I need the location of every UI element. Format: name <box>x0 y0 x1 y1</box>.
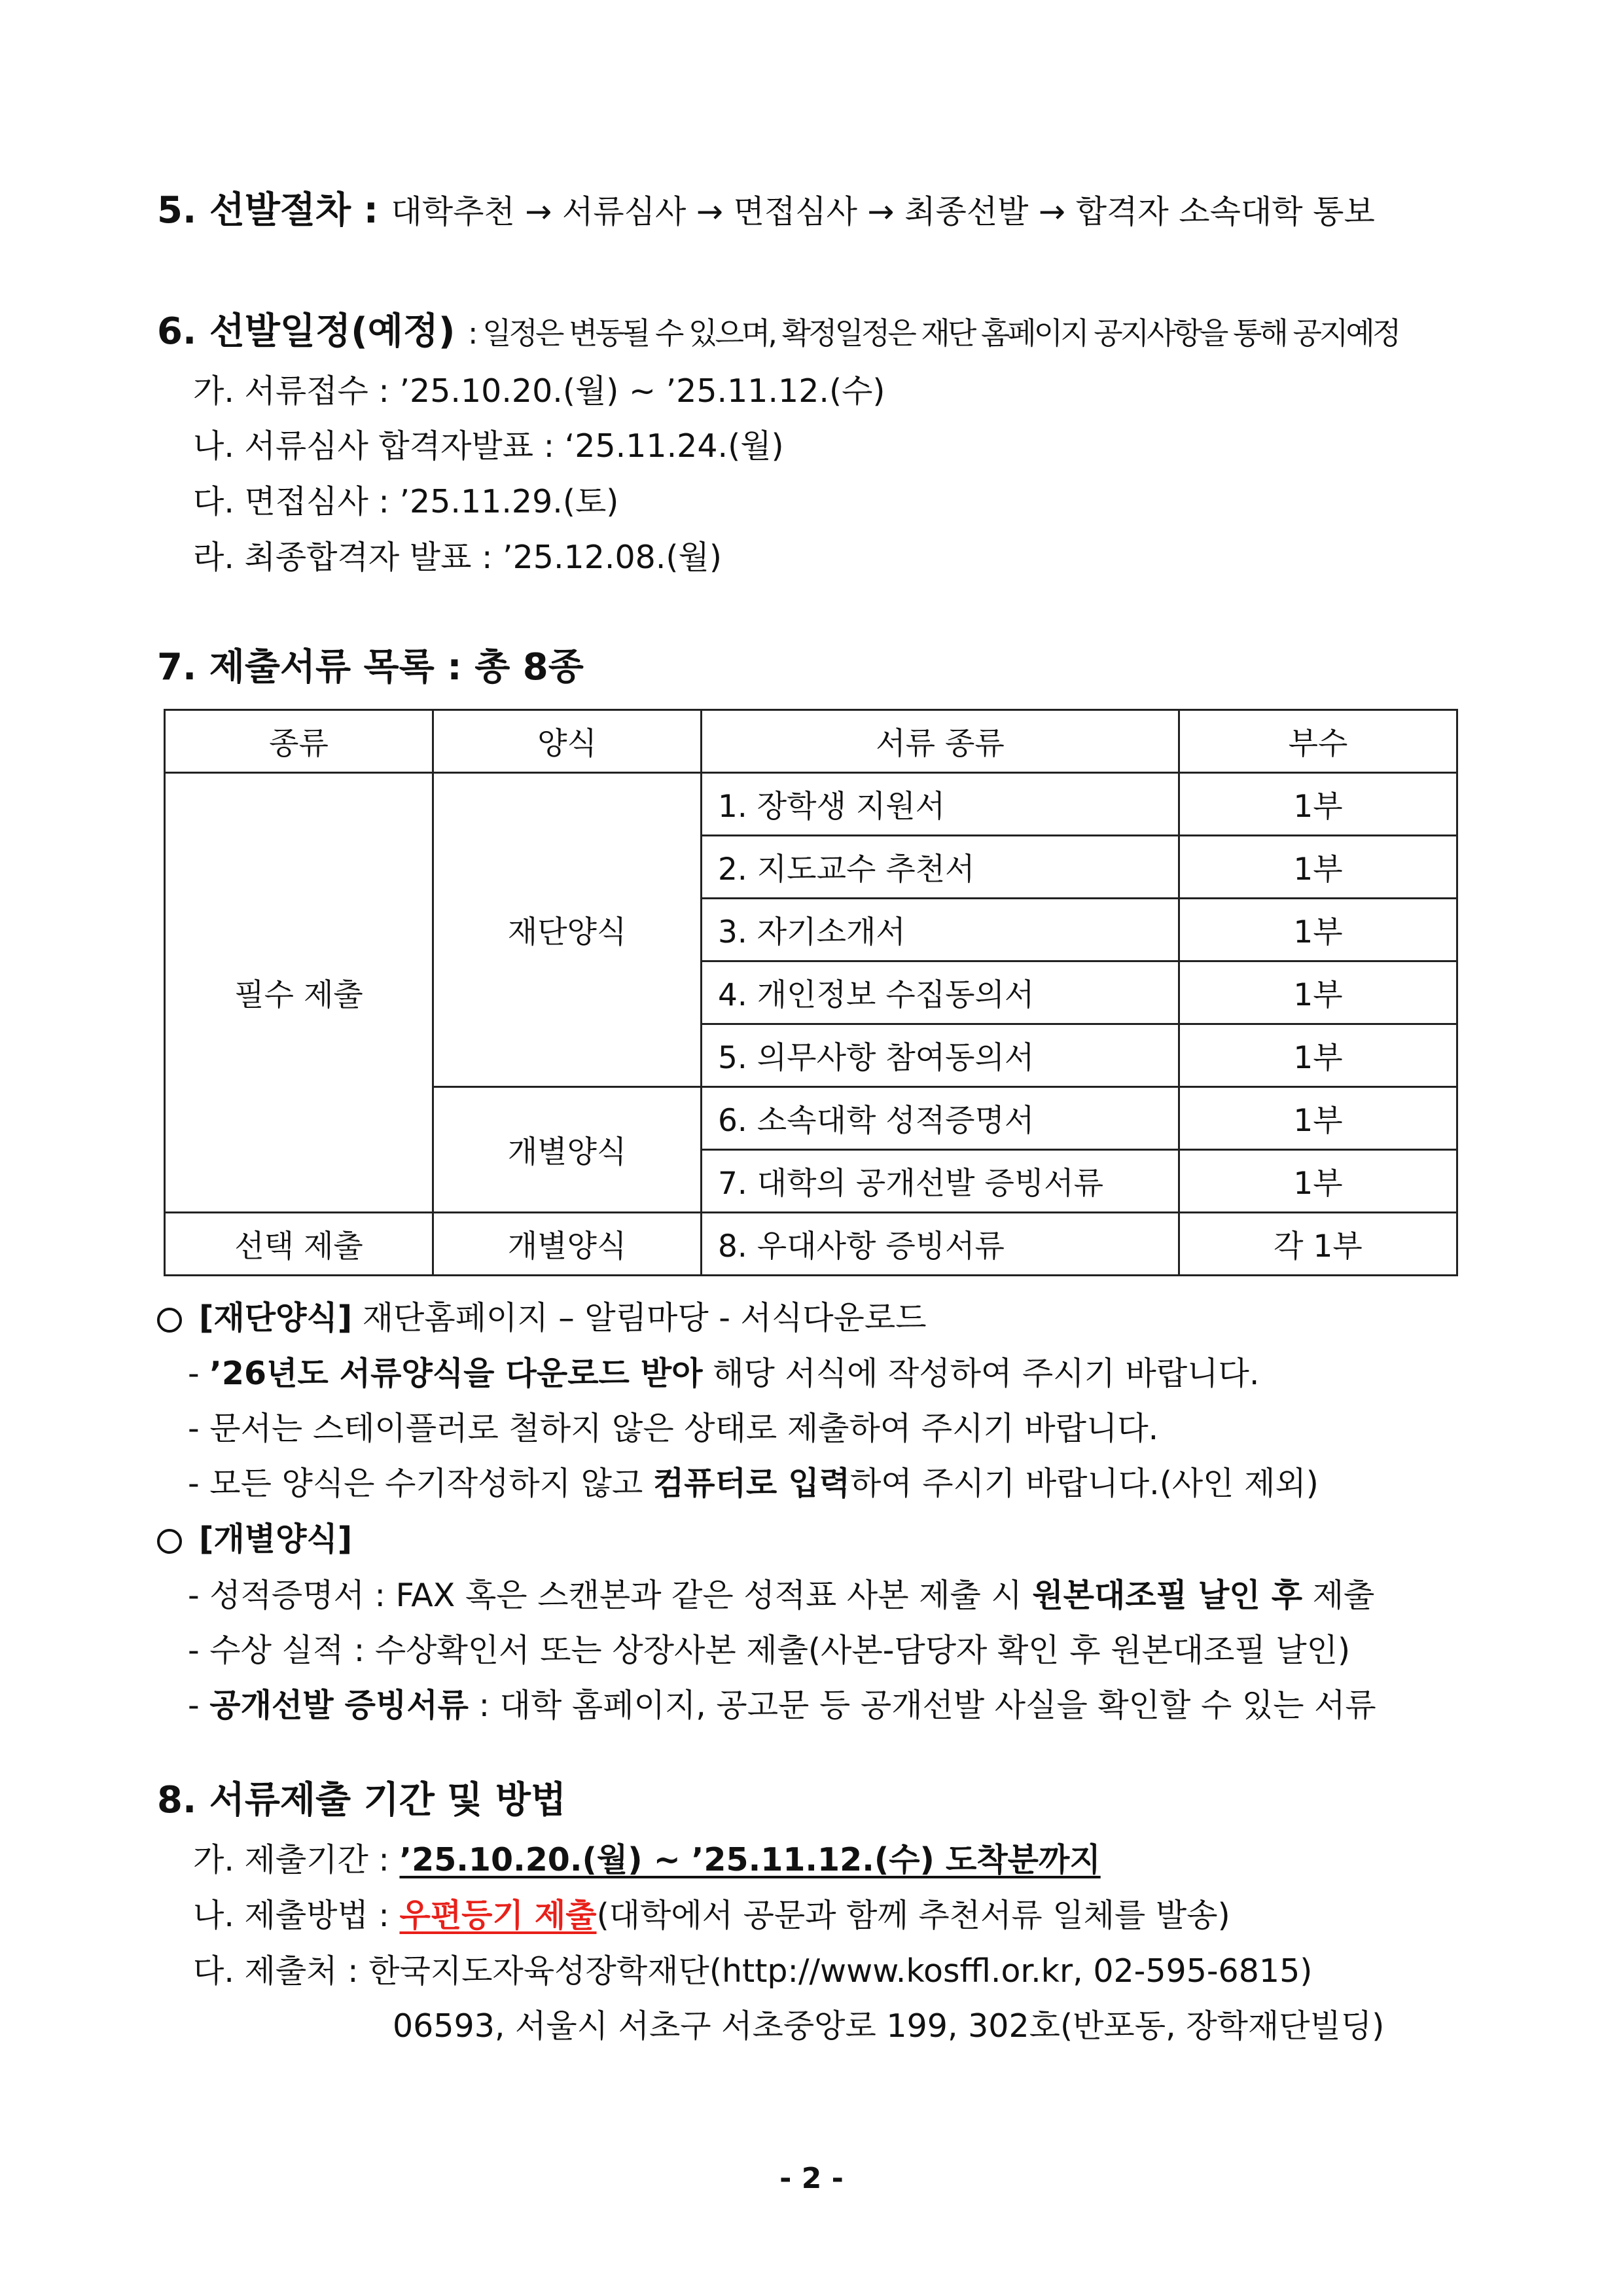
page-number: - 2 - <box>779 2162 844 2195</box>
section5-text: 대학추천 → 서류심사 → 면접심사 → 최종선발 → 합격자 소속대학 통보 <box>391 193 1375 230</box>
doc-count: 1부 <box>1179 1024 1457 1087</box>
submit-method-label: 나. 제출방법 : <box>193 1897 400 1934</box>
schedule-item: 다. 면접심사 : ’25.11.29.(토) <box>193 483 619 520</box>
form-individual-optional: 개별양식 <box>433 1213 702 1276</box>
doc-count: 1부 <box>1179 773 1457 836</box>
submit-method-rest: (대학에서 공문과 함께 추천서류 일체를 발송) <box>596 1897 1230 1934</box>
doc-count: 1부 <box>1179 961 1457 1024</box>
section5-heading <box>157 191 1375 232</box>
table-row <box>165 773 1457 836</box>
header-category: 종류 <box>165 710 433 773</box>
doc-name: 7. 대학의 공개선발 증빙서류 <box>702 1150 1179 1213</box>
note-text: 문서는 스테이플러로 철하지 않은 상태로 제출하여 주시기 바랍니다. <box>209 1410 1159 1447</box>
submit-period-value: ’25.10.20.(월) ~ ’25.11.12.(수) 도착분까지 <box>399 1841 1101 1878</box>
submit-destination-label: 다. 제출처 : <box>193 1952 369 1990</box>
schedule-item: 라. 최종합격자 발표 : ’25.12.08.(월) <box>193 539 722 576</box>
doc-name: 6. 소속대학 성적증명서 <box>702 1087 1179 1150</box>
note-bold: 원본대조필 날인 후 <box>1032 1577 1303 1614</box>
note-bold: 컴퓨터로 입력 <box>652 1465 850 1502</box>
doc-name: 5. 의무사항 참여동의서 <box>702 1024 1179 1087</box>
note-text: 수상 실적 : 수상확인서 또는 상장사본 제출(사본-담당자 확인 후 원본대조필 날인) <box>209 1632 1351 1669</box>
note-foundation-label: [재단양식] <box>199 1299 353 1336</box>
header-copies: 부수 <box>1179 710 1457 773</box>
note-bullet: - 성적증명서 : FAX 혹은 스캔본과 같은 성적표 사본 제출 시 원본대조필 날인 후 제출 <box>188 1577 1375 1614</box>
section6-note: : 일정은 변동될 수 있으며, 확정일정은 재단 홈페이지 공지사항을 통해 공지예정 <box>468 315 1399 351</box>
form-individual: 개별양식 <box>433 1087 702 1213</box>
section5-title: 5. 선발절차 : <box>157 189 379 232</box>
note-bullet: - ’26년도 서류양식을 다운로드 받아 해당 서식에 작성하여 주시기 바랍니다. <box>188 1355 1260 1392</box>
table-row <box>165 1213 1457 1276</box>
note-bullet: - 모든 양식은 수기작성하지 않고 컴퓨터로 입력하여 주시기 바랍니다.(사인 제외) <box>188 1465 1319 1502</box>
note-foundation-text: 재단홈페이지 – 알림마당 - 서식다운로드 <box>362 1299 927 1336</box>
doc-count: 1부 <box>1179 1087 1457 1150</box>
note-text: : 대학 홈페이지, 공고문 등 공개선발 사실을 확인할 수 있는 서류 <box>469 1687 1376 1724</box>
circle-bullet-icon <box>157 1308 182 1333</box>
doc-name: 1. 장학생 지원서 <box>702 773 1179 836</box>
header-form: 양식 <box>433 710 702 773</box>
note-individual <box>157 1520 352 1559</box>
submit-destination <box>193 1952 1312 1991</box>
note-bullet: - 문서는 스테이플러로 철하지 않은 상태로 제출하여 주시기 바랍니다. <box>188 1410 1159 1447</box>
note-text: 모든 양식은 수기작성하지 않고 <box>209 1465 653 1502</box>
circle-bullet-icon <box>157 1529 182 1554</box>
submit-method <box>193 1896 1230 1935</box>
table-header-row <box>165 710 1457 773</box>
submit-destination-value: 한국지도자육성장학재단(http://www.kosffl.or.kr, 02-595-6815) <box>368 1952 1313 1990</box>
submit-address: 06593, 서울시 서초구 서초중앙로 199, 302호(반포동, 장학재단빌딩) <box>393 2007 1385 2045</box>
submit-period-label: 가. 제출기간 : <box>193 1841 400 1878</box>
submit-period <box>193 1840 1101 1880</box>
documents-table <box>164 709 1458 1276</box>
note-bold: ’26년도 서류양식을 다운로드 받아 <box>209 1355 703 1392</box>
section7-title: 7. 제출서류 목록 : 총 8종 <box>157 646 584 689</box>
doc-name: 4. 개인정보 수집동의서 <box>702 961 1179 1024</box>
doc-name: 8. 우대사항 증빙서류 <box>702 1213 1179 1276</box>
section6-title: 6. 선발일정(예정) <box>157 310 455 353</box>
doc-name: 2. 지도교수 추천서 <box>702 836 1179 899</box>
group-required: 필수 제출 <box>165 773 433 1213</box>
note-bold: 공개선발 증빙서류 <box>209 1687 469 1724</box>
note-foundation <box>157 1299 927 1338</box>
section8-title: 8. 서류제출 기간 및 방법 <box>157 1779 567 1821</box>
header-document: 서류 종류 <box>702 710 1179 773</box>
note-bullet: - 수상 실적 : 수상확인서 또는 상장사본 제출(사본-담당자 확인 후 원본대조필 날인) <box>188 1632 1351 1669</box>
doc-count: 각 1부 <box>1179 1213 1457 1276</box>
doc-count: 1부 <box>1179 836 1457 899</box>
doc-count: 1부 <box>1179 1150 1457 1213</box>
form-foundation: 재단양식 <box>433 773 702 1087</box>
submit-method-value: 우편등기 제출 <box>399 1897 597 1934</box>
note-text: 제출 <box>1302 1577 1375 1614</box>
note-text: 해당 서식에 작성하여 주시기 바랍니다. <box>702 1355 1260 1392</box>
note-bullet: - 공개선발 증빙서류 : 대학 홈페이지, 공고문 등 공개선발 사실을 확인할 수 있는 서류 <box>188 1687 1376 1724</box>
note-text: 하여 주시기 바랍니다.(사인 제외) <box>850 1465 1319 1502</box>
section6-heading <box>157 312 1399 353</box>
schedule-item: 나. 서류심사 합격자발표 : ‘25.11.24.(월) <box>193 427 784 465</box>
schedule-item: 가. 서류접수 : ’25.10.20.(월) ~ ’25.11.12.(수) <box>193 372 885 410</box>
doc-name: 3. 자기소개서 <box>702 899 1179 961</box>
group-optional: 선택 제출 <box>165 1213 433 1276</box>
note-individual-label: [개별양식] <box>199 1520 353 1558</box>
note-text: 성적증명서 : FAX 혹은 스캔본과 같은 성적표 사본 제출 시 <box>209 1577 1033 1614</box>
doc-count: 1부 <box>1179 899 1457 961</box>
